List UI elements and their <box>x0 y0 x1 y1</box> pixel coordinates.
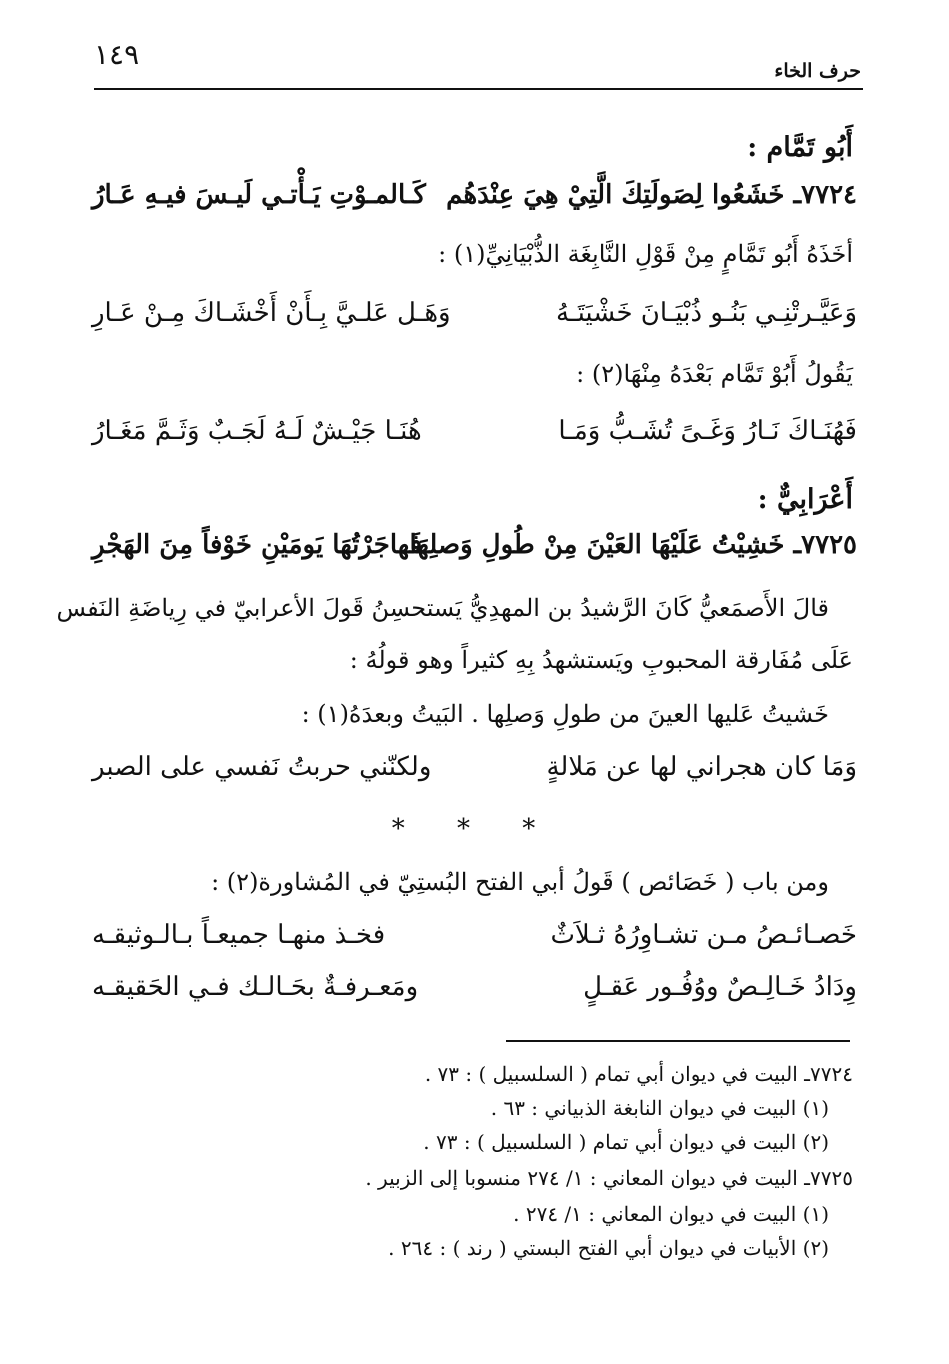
verse-line <box>92 530 857 576</box>
footnote-divider <box>506 1040 850 1042</box>
verse-first-hemistich: ٧٧٢٤ـ خَشَعُوا لِصَولَتِكَ الَّتِيْ هِيَ عِنْدَهُم <box>446 180 857 210</box>
commentary-line: خَشيتُ عَليها العينَ من طولِ وَصلِها . البَيتُ وبعدَهُ(١) : <box>301 700 829 728</box>
verse-second-hemistich: فَهاجَرْتُهَا يَومَيْنِ خَوْفاً مِنَ الهَجْرِ <box>92 530 423 560</box>
verse-first-hemistich: وَمَا كان هجراني لها عن مَلالةٍ <box>546 752 857 782</box>
page-number: ١٤٩ <box>94 38 140 71</box>
verse-line <box>92 752 857 798</box>
poet-name: أَبُو تَمَّام : <box>747 132 853 163</box>
footnote: ٧٧٢٥ـ البيت في ديوان المعاني : ١/ ٢٧٤ منسوبا إلى الزبير . <box>365 1166 853 1190</box>
verse-line <box>92 298 857 344</box>
footnote: (١) البيت في ديوان النابغة الذبياني : ٦٣ . <box>490 1096 829 1120</box>
verse-line <box>92 972 857 1018</box>
section-separator: * * * <box>391 814 558 844</box>
verse-second-hemistich: هُنَـا جَيْـشٌ لَـهُ لَجَـبٌ وَثَـمَّ مَغَـارُ <box>92 416 422 446</box>
footnote: (٢) البيت في ديوان أبي تمام ( السلسبيل ) : ٧٣ . <box>423 1130 829 1154</box>
verse-second-hemistich: فخـذ منهـا جميعـاً بـالـوثيقـه <box>92 920 386 950</box>
verse-line <box>92 180 857 226</box>
verse-second-hemistich: كَـالمـوْتِ يَـأْتـي لَيـسَ فيـهِ عَـارُ <box>92 180 426 210</box>
header-divider <box>94 88 863 90</box>
verse-second-hemistich: ولكنّني حربتُ نَفسي على الصبر <box>92 752 432 782</box>
verse-first-hemistich: ٧٧٢٥ـ خَشِيْتُ عَلَيْهَا العَيْنَ مِنْ طُولِ وَصلِهَا <box>409 530 857 560</box>
footnote: (٢) الأبيات في ديوان أبي الفتح البستي ( رند ) : ٢٦٤ . <box>388 1236 829 1260</box>
commentary-line: ومن باب ( خَصَائص ) قَولُ أبي الفتح البُستِيّ في المُشاورة(٢) : <box>211 868 829 896</box>
commentary-line: أخَذَهُ أَبُو تَمَّامٍ مِنْ قَوْلِ النَّابِغَة الذُّبْيَانِيِّ(١) : <box>438 240 853 268</box>
verse-first-hemistich: وَعَيَّـرتْنِـي بَنُـو ذُبْيَـانَ خَشْيَتَـهُ <box>556 298 857 328</box>
poet-name: أَعْرَابِيٌّ : <box>757 484 853 515</box>
commentary-line: يَقُولُ أَبُوْ تَمَّام بَعْدَهُ مِنْهَا(٢) : <box>576 360 853 388</box>
verse-first-hemistich: خَصـائـصُ مـن تشـاوِرُهُ ثـلاَثٌ <box>550 920 857 950</box>
commentary-line: قالَ الأَصمَعيُّ كَانَ الرَّشيدُ بن المهدِيُّ يَستحسِنُ قَولَ الأعرابيّ في رِياضَةِ النَفس <box>56 594 829 622</box>
footnote: ٧٧٢٤ـ البيت في ديوان أبي تمام ( السلسبيل ) : ٧٣ . <box>424 1062 853 1086</box>
verse-first-hemistich: فَهُنَـاكَ نَـارُ وَغَـىً تُشَـبُّ وَمَـا <box>558 416 857 446</box>
verse-second-hemistich: وَهَـل عَلـيَّ بِـأَنْ أَخْشَـاكَ مِـنْ عَـارِ <box>92 298 451 328</box>
verse-first-hemistich: وِدَادُ خَـالِـصٌ ووُفُـور عَقـلٍ <box>583 972 857 1002</box>
footnote: (١) البيت في ديوان المعاني : ١/ ٢٧٤ . <box>513 1202 829 1226</box>
chapter-title: حرف الخاء <box>774 60 861 82</box>
verse-second-hemistich: ومَعـرفـةٌ بحَـالـك فـي الحَقيقـه <box>92 972 419 1002</box>
verse-line <box>92 416 857 462</box>
commentary-line: عَلَى مُفَارقة المحبوبِ ويَستشهدُ بِهِ كثيراً وهو قولُهُ : <box>349 646 853 674</box>
verse-line <box>92 920 857 966</box>
